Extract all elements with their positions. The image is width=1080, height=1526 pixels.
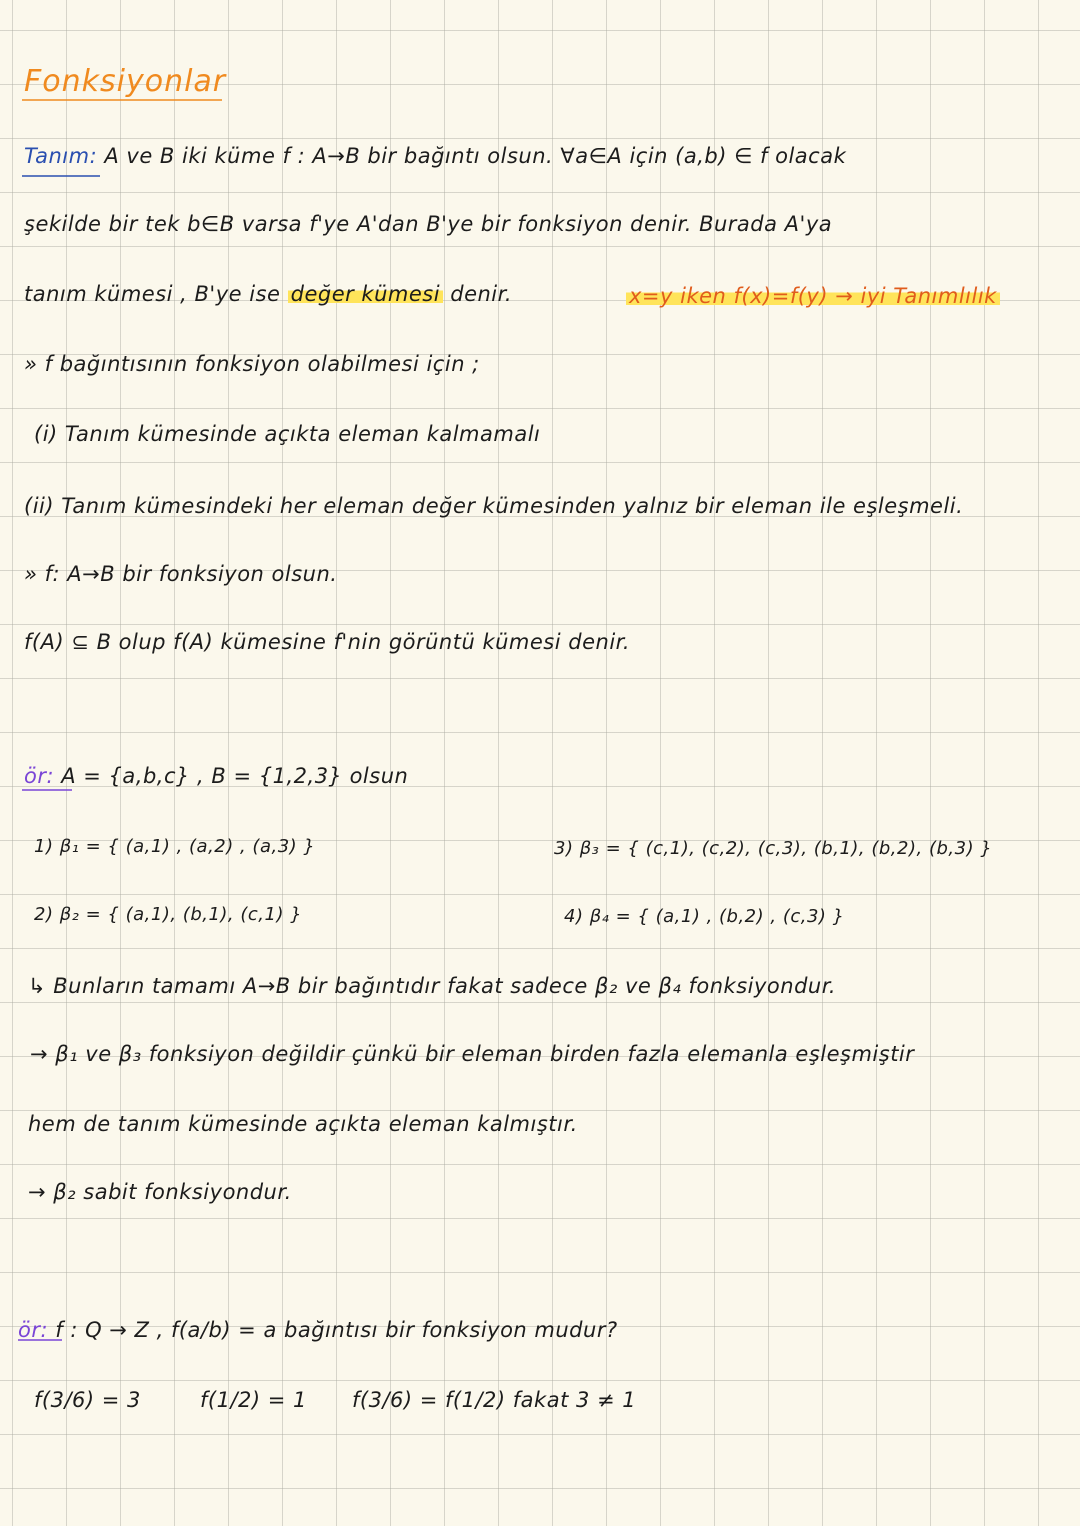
example1-result-4: → β₂ sabit fonksiyondur. [28, 1180, 292, 1204]
condition-ii: (ii) Tanım kümesindeki her eleman değer kümesinden yalnız bir eleman ile eşleşmeli. [24, 494, 964, 518]
example2-work-2: f(1/2) = 1 [200, 1388, 307, 1412]
image-set-line-1: » f: A→B bir fonksiyon olsun. [24, 562, 338, 586]
definition-label: Tanım: [24, 144, 98, 168]
example2-question: f : Q → Z , f(a/b) = a bağıntısı bir fonksiyon mudur? [55, 1318, 618, 1342]
example1-label: ör: [24, 764, 55, 788]
image-set-line-2: f(A) ⊆ B olup f(A) kümesine f'nin görüntü kümesi denir. [24, 630, 631, 654]
page-title: Fonksiyonlar [24, 64, 227, 99]
definition-text-1: A ve B iki küme f : A→B bir bağıntı olsun. ∀a∈A için (a,b) ∈ f olacak [104, 144, 847, 168]
definition-text-3c: denir. [450, 282, 513, 306]
definition-line-2: şekilde bir tek b∈B varsa f'ye A'dan B'ye bir fonksiyon denir. Burada A'ya [24, 212, 833, 236]
example1-setup: A = {a,b,c} , B = {1,2,3} olsun [61, 764, 409, 788]
conditions-intro: » f bağıntısının fonksiyon olabilmesi için ; [24, 352, 480, 376]
definition-line-1 [24, 144, 846, 168]
example1-setup-line [24, 764, 408, 788]
example1-beta-1: 1) β₁ = { (a,1) , (a,2) , (a,3) } [34, 836, 316, 857]
example1-result-2: → β₁ ve β₃ fonksiyon değildir çünkü bir eleman birden fazla elemanla eşleşmiştir [30, 1042, 915, 1066]
example1-result-1: ↳ Bunların tamamı A→B bir bağıntıdır fakat sadece β₂ ve β₄ fonksiyondur. [28, 974, 837, 998]
example1-beta-3: 3) β₃ = { (c,1), (c,2), (c,3), (b,1), (b,2), (b,3) } [554, 838, 993, 859]
example2-work-1: f(3/6) = 3 [34, 1388, 141, 1412]
well-defined-note: x=y iken f(x)=f(y) → iyi Tanımlılık [626, 284, 1000, 308]
condition-i: (i) Tanım kümesinde açıkta eleman kalmamalı [34, 422, 541, 446]
example2-work-3: f(3/6) = f(1/2) fakat 3 ≠ 1 [352, 1388, 637, 1412]
example2-question-line [18, 1318, 618, 1342]
example2-label: ör: [18, 1318, 49, 1342]
definition-text-3a: tanım kümesi , B'ye ise [24, 282, 281, 306]
example1-beta-4: 4) β₄ = { (a,1) , (b,2) , (c,3) } [564, 906, 845, 927]
definition-line-3 [24, 282, 512, 306]
example1-result-3: hem de tanım kümesinde açıkta eleman kalmıştır. [28, 1112, 578, 1136]
example1-beta-2: 2) β₂ = { (a,1), (b,1), (c,1) } [34, 904, 303, 925]
value-set-highlight: değer kümesi [288, 282, 443, 306]
